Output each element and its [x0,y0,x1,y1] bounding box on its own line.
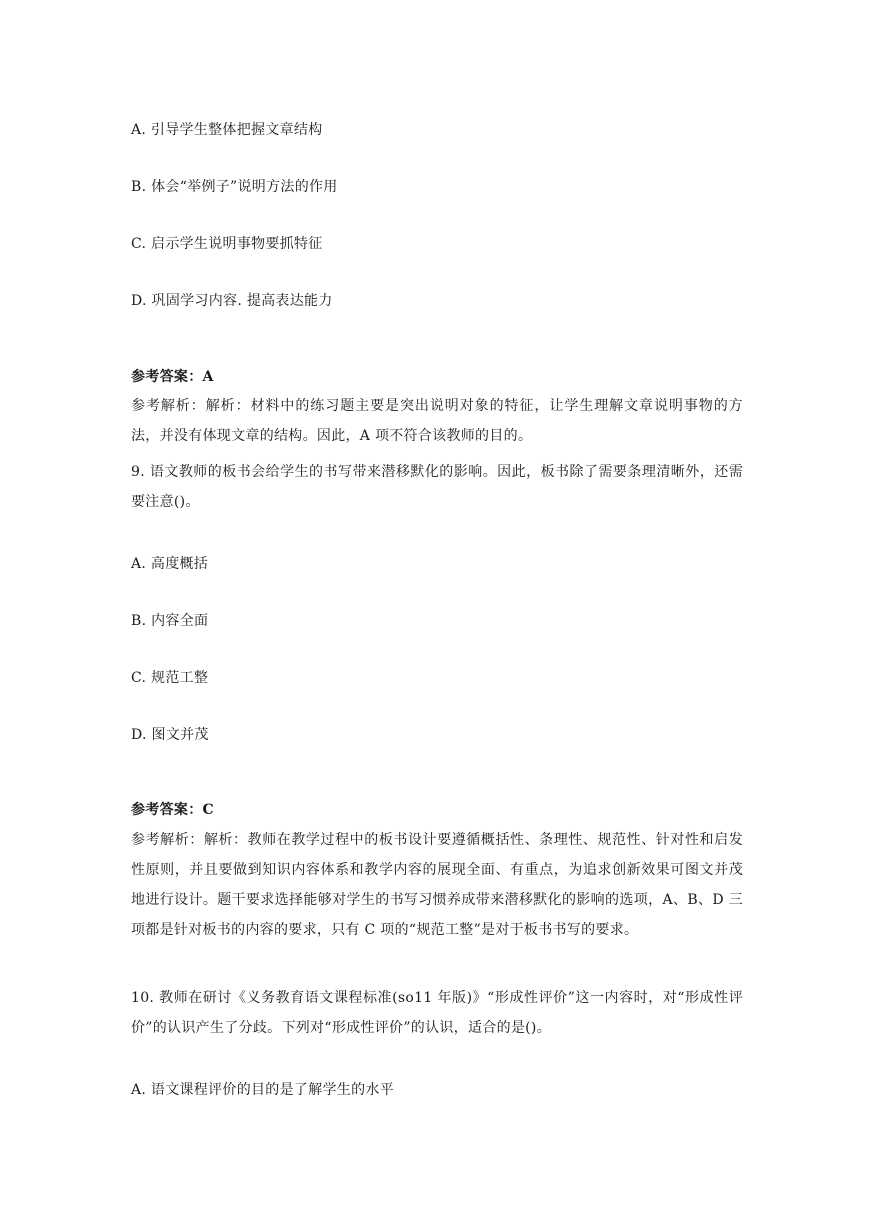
q9-stem: 9. 语文教师的板书会给学生的书写带来潜移默化的影响。因此，板书除了需要条理清晰外，还需要注意()。 [131,464,743,510]
q8-option-b: B. 体会“举例子”说明方法的作用 [131,179,338,195]
q9-option-c: C. 规范工整 [131,670,209,686]
q9-option-d: D. 图文并茂 [131,727,209,743]
q10-option-a: A. 语文课程评价的目的是了解学生的水平 [131,1082,395,1098]
q8-option-a: A. 引导学生整体把握文章结构 [131,122,323,138]
q9-option-a: A. 高度概括 [131,556,209,572]
q9-answer: 参考答案：C [131,802,214,818]
q8-option-c: C. 启示学生说明事物要抓特征 [131,236,323,252]
q9-option-b: B. 内容全面 [131,613,209,629]
q9-analysis: 参考解析：解析：教师在教学过程中的板书设计要遵循概括性、条理性、规范性、针对性和启发性原则，并且要做到知识内容体系和教学内容的展现全面、有重点，为追求创新效果可图文并茂地进行设计。题干要求选择能够对学生的书写习惯养成带来潜移默化的影响的选项，A、B、D 三项都是针对板书的内容的要求，只有 C 项的“规范工整”是对于板书书写的要求。 [131,832,743,938]
q8-option-d: D. 巩固学习内容. 提高表达能力 [131,293,333,309]
q10-stem: 10. 教师在研讨《义务教育语文课程标准(so11 年版)》“形成性评价”这一内容时，对“形成性评价”的认识产生了分歧。下列对“形成性评价”的认识，适合的是()。 [131,990,743,1036]
q8-answer: 参考答案：A [131,369,214,385]
q8-analysis: 参考解析：解析：材料中的练习题主要是突出说明对象的特征，让学生理解文章说明事物的方法，并没有体现文章的结构。因此，A 项不符合该教师的目的。 [131,398,743,444]
